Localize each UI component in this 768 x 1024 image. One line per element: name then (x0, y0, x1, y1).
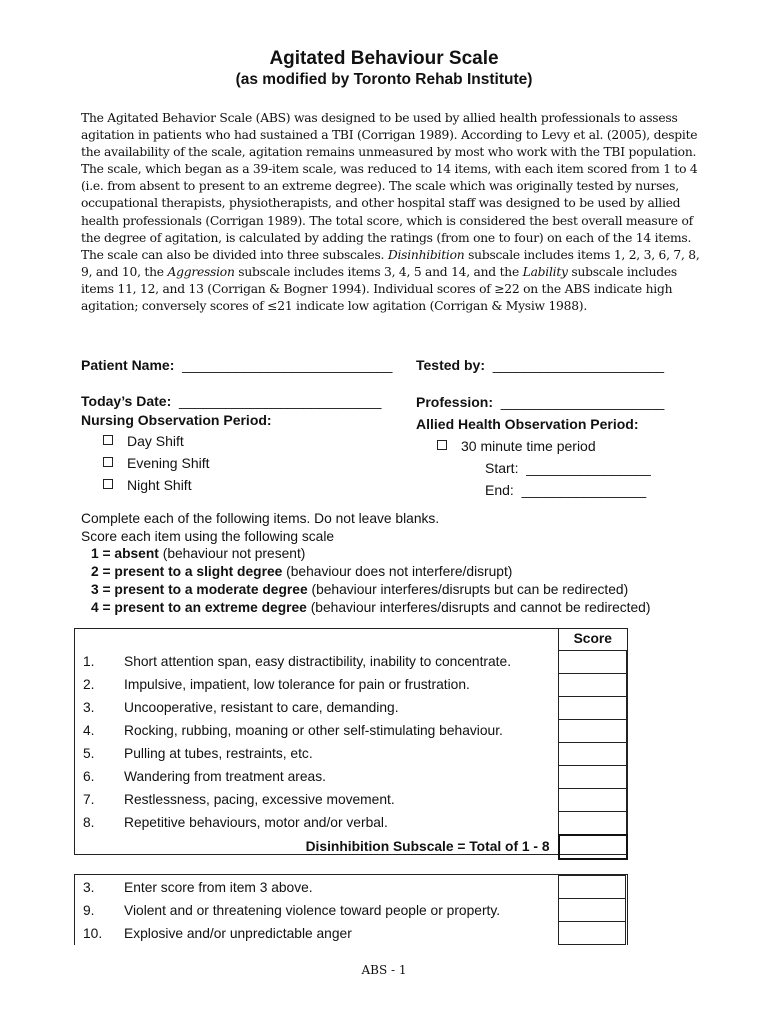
item-number: 9. (83, 902, 95, 918)
tested-by-line[interactable]: ______________________ (492, 357, 665, 373)
intro-text-3: subscale includes items 3, 4, 5 and 14, and the (238, 264, 519, 279)
allied-observation-heading: Allied Health Observation Period: (416, 416, 639, 432)
patient-name-field[interactable] (81, 357, 392, 373)
todays-date-label: Today’s Date: (81, 393, 172, 409)
table-row (75, 696, 627, 719)
page-title: Agitated Behaviour Scale (269, 48, 499, 69)
item-text: Enter score from item 3 above. (124, 879, 313, 895)
table-row (75, 899, 626, 922)
todays-date-field[interactable] (81, 393, 381, 409)
scale-item-1 (91, 546, 305, 561)
table-row (75, 876, 626, 899)
checkbox-icon[interactable] (103, 457, 113, 467)
intro-text-2: subscale includes items 1, 2, 3, 6, 7, 8, 9, and 10, the (81, 247, 700, 279)
item-number: 6. (83, 769, 95, 784)
page-subtitle: (as modified by Toronto Rehab Institute) (235, 71, 533, 88)
tested-by-label: Tested by: (416, 357, 485, 373)
patient-name-label: Patient Name: (81, 357, 175, 373)
table-row (75, 742, 627, 765)
item-number: 5. (83, 746, 95, 761)
score-column-header: Score (559, 628, 627, 650)
score-cell[interactable] (559, 650, 627, 673)
item-text: Uncooperative, resistant to care, demanding. (124, 700, 399, 715)
night-shift-label: Night Shift (127, 477, 192, 493)
disinhibition-subtotal-cell[interactable] (559, 835, 627, 859)
day-shift-option[interactable] (103, 433, 184, 449)
item-text: Short attention span, easy distractibility, inability to concentrate. (124, 654, 512, 669)
item-text: Restlessness, pacing, excessive movement. (124, 792, 395, 807)
evening-shift-option[interactable] (103, 455, 210, 471)
item-text: Violent and or threatening violence toward people or property. (124, 902, 501, 918)
score-cell[interactable] (559, 922, 626, 945)
instruction-line-1: Complete each of the following items. Do not leave blanks. (81, 511, 440, 526)
item-text: Explosive and/or unpredictable anger (124, 925, 352, 941)
scale-item-3 (91, 582, 628, 597)
score-cell[interactable] (559, 719, 627, 742)
scale-item-4 (91, 600, 650, 615)
item-number: 4. (83, 723, 95, 738)
item-text: Impulsive, impatient, low tolerance for pain or frustration. (124, 677, 470, 692)
items-table (75, 628, 628, 860)
score-cell[interactable] (559, 673, 627, 696)
table-row (75, 650, 627, 673)
item-number: 3. (83, 700, 95, 715)
profession-field[interactable] (416, 394, 664, 410)
disinhibition-subtotal-label: Disinhibition Subscale = Total of 1 - 8 (305, 839, 550, 854)
scale-key: 1 = absent (91, 546, 159, 561)
intro-paragraph (81, 110, 701, 315)
todays-date-line[interactable]: __________________________ (179, 393, 382, 409)
intro-text-4: subscale includes items 11, 12, and 13 (Corrigan & Bogner 1994). Individual scores of ≥22 on the ABS indicate high agitation; conversely scores of ≤21 indicate low agitation (Corrigan & Mysiw 1988). (81, 264, 677, 314)
item-number: 7. (83, 792, 95, 807)
thirty-minute-label: 30 minute time period (461, 438, 596, 454)
end-label: End: (485, 482, 514, 498)
subtotal-row (75, 835, 627, 859)
item-number: 2. (83, 677, 95, 692)
nursing-observation-heading: Nursing Observation Period: (81, 412, 272, 428)
score-cell[interactable] (559, 899, 626, 922)
profession-line[interactable]: _____________________ (500, 394, 665, 410)
table-row (75, 673, 627, 696)
table-row (75, 788, 627, 811)
table-row (75, 811, 627, 835)
intro-text-1: The Agitated Behavior Scale (ABS) was designed to be used by allied health professionals to assess agitation in patients who had sustained a TBI (Corrigan 1989). According to Levy et al. (2005), despite the availability of the scale, agitation remains unmeasured by most who work with the TBI population. The scale, which began as a 39-item scale, was reduced to 14 items, with each item scored from 1 to 4 (i.e. from absent to present to an extreme degree). The scale which was originally tested by nurses, occupational therapists, physiotherapists, and other hospital staff was designed to be used by allied health professionals (Corrigan 1989). The total score, which is considered the best overall measure of the degree of agitation, is calculated by adding the ratings (from one to four) on each of the 14 items. The scale can also be divided into three subscales. (81, 111, 698, 262)
instruction-line-2: Score each item using the following scale (81, 529, 335, 544)
items-table-2 (75, 875, 626, 945)
item-number: 3. (83, 879, 95, 895)
item-text: Pulling at tubes, restraints, etc. (124, 746, 313, 761)
score-cell[interactable] (559, 696, 627, 719)
scale-key: 4 = present to an extreme degree (91, 600, 307, 615)
item-text: Repetitive behaviours, motor and/or verbal. (124, 815, 388, 831)
score-cell[interactable] (559, 742, 627, 765)
aggression-term: Aggression (167, 264, 235, 279)
checkbox-icon[interactable] (103, 479, 113, 489)
scale-desc: (behaviour interferes/disrupts but can be redirected) (311, 582, 629, 597)
scale-key: 3 = present to a moderate degree (91, 582, 308, 597)
item-text: Rocking, rubbing, moaning or other self-stimulating behaviour. (124, 723, 503, 738)
tested-by-field[interactable] (416, 357, 664, 373)
disinhibition-term: Disinhibition (387, 247, 465, 262)
end-line[interactable]: ________________ (521, 482, 647, 498)
patient-name-line[interactable]: ___________________________ (182, 357, 393, 373)
scale-desc: (behaviour not present) (162, 546, 306, 561)
checkbox-icon[interactable] (103, 435, 113, 445)
table-row (75, 922, 626, 945)
thirty-minute-option[interactable] (437, 438, 596, 454)
item-number: 1. (83, 654, 95, 669)
night-shift-option[interactable] (103, 477, 192, 493)
evening-shift-label: Evening Shift (127, 455, 210, 471)
score-cell[interactable] (559, 788, 627, 811)
item-number: 8. (83, 815, 95, 831)
item-number: 10. (83, 925, 103, 941)
scale-desc: (behaviour does not interfere/disrupt) (286, 564, 513, 579)
start-line[interactable]: ________________ (526, 460, 651, 476)
profession-label: Profession: (416, 394, 494, 410)
table-row (75, 765, 627, 788)
lability-term: Lability (522, 264, 568, 279)
page-footer: ABS - 1 (361, 963, 407, 977)
day-shift-label: Day Shift (127, 433, 184, 449)
item-text: Wandering from treatment areas. (124, 769, 326, 784)
scale-item-2 (91, 564, 512, 579)
checkbox-icon[interactable] (437, 440, 447, 450)
end-time-field[interactable] (485, 482, 646, 498)
scale-key: 2 = present to a slight degree (91, 564, 283, 579)
start-time-field[interactable] (485, 460, 651, 476)
score-cell[interactable] (559, 765, 627, 788)
score-cell[interactable] (559, 811, 627, 835)
start-label: Start: (485, 460, 519, 476)
table-row (75, 719, 627, 742)
score-cell[interactable] (559, 876, 626, 899)
scale-desc: (behaviour interferes/disrupts and cannot be redirected) (310, 600, 651, 615)
